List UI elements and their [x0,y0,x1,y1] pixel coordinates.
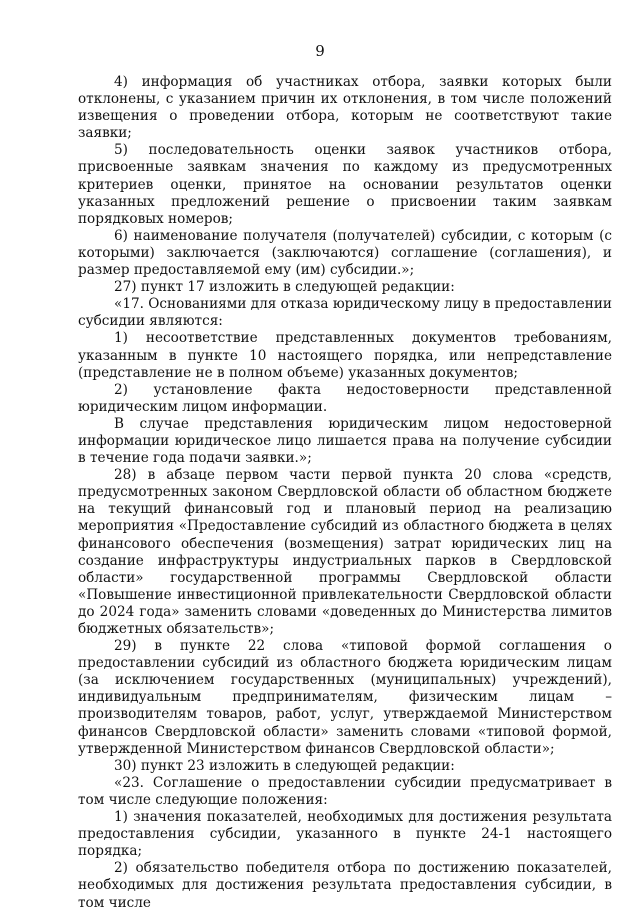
paragraph: 6) наименование получателя (получателей) субсидии, с которым (с которыми) заключается (заключаются) соглашение (соглашения), и размер предоставляемой ему (им) субсидии.»; [78,227,612,279]
paragraph: 30) пункт 23 изложить в следующей редакции: [114,757,455,774]
paragraph: 1) значения показателей, необходимых для достижения результата предоставления субсидии, указанного в пункте 24-1 настоящего порядка; [78,809,612,860]
paragraph: 2) установление факта недостоверности представленной юридическим лицом информации. [78,381,612,415]
paragraph: 4) информация об участниках отбора, заявки которых были отклонены, с указанием причин их отклонения, в том числе положений извещения о проведении отбора, которым не соответствуют такие заявки; [78,74,612,142]
paragraph: 2) обязательство победителя отбора по достижению показателей, необходимых для достижения результата предоставления субсидии, в том числе [78,860,612,911]
paragraph: 1) несоответствие представленных документов требованиям, указанным в пункте 10 настоящего порядка, или непредставление (представление не в полном объеме) указанных документов; [78,330,612,381]
paragraph: 5) последовательность оценки заявок участников отбора, присвоенные заявкам значения по каждому из предусмотренных критериев оценки, принятое на основании результатов оценки указанных предложений решение о присвоении таким заявкам порядковых номеров; [78,142,612,227]
paragraph: 28) в абзаце первом части первой пункта 20 слова «средств, предусмотренных законом Свердловской области об областном бюджете на текущий финансовый год и плановый период на реализацию мероприятия «Предоставление субсидий из областного бюджета в целях финансового обеспечения (возмещения) затрат юридических лиц на создание инфраструктуры индустриальных парков в Свердловской области» государственной программы Свердловской области «Повышение инвестиционной привлекательности Свердловской области до 2024 года» заменить словами «доведенных до Министерства лимитов бюджетных обязательств»; [78,467,612,637]
paragraph: 27) пункт 17 изложить в следующей редакции: [114,279,455,296]
paragraph: В случае представления юридическим лицом недостоверной информации юридическое лицо лишается права на получение субсидии в течение года подачи заявки.»; [78,415,612,467]
document-body [78,74,612,912]
paragraph: «17. Основаниями для отказа юридическому лицу в предоставлении субсидии являются: [78,296,612,330]
paragraph: 29) в пункте 22 слова «типовой формой соглашения о предоставлении субсидий из областного бюджета юридическим лицам (за исключением государственных (муниципальных) учреждений), индивидуальным предпринимателям, физическим лицам – производителям товаров, работ, услуг, утверждаемой Министерством финансов Свердловской области» заменить словами «типовой формой, утвержденной Министерством финансов Свердловской области»; [78,638,612,757]
page-number: 9 [315,42,325,60]
paragraph: «23. Соглашение о предоставлении субсидии предусматривает в том числе следующие положения: [78,774,612,808]
